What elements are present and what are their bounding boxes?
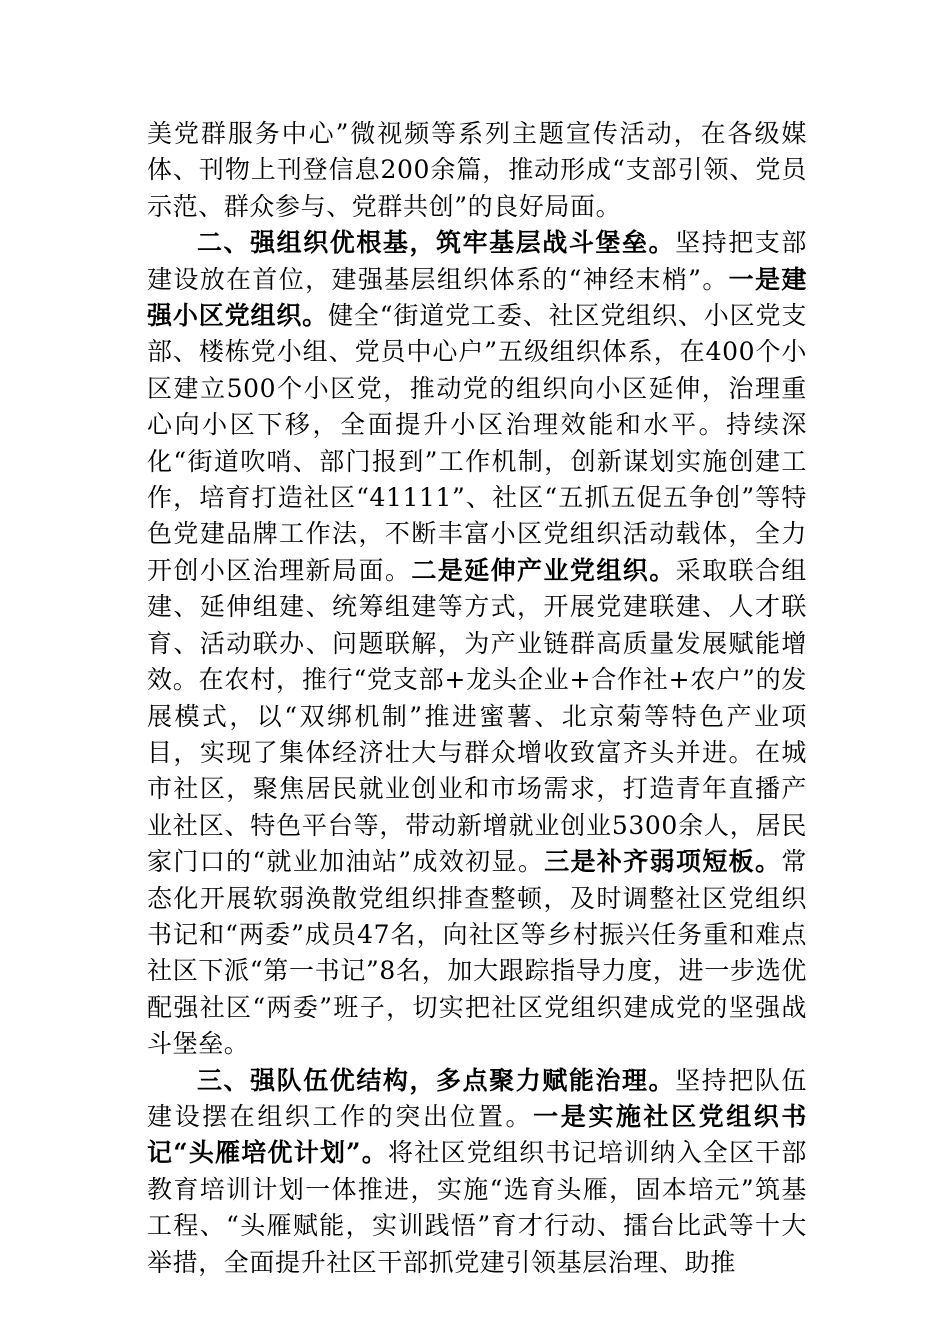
subheading-one: 一是实施社区党组织书记“头雁培优计划”。 [147,1101,807,1168]
text-run: 坚持把支部建设放在首位，建强基层组织体系的“神经末梢”。 [147,228,807,294]
section-heading-three: 三、强队伍优结构，多点聚力赋能治理。 [197,1065,676,1095]
text-run: 美党群服务中心”微视频等系列主题宣传活动，在各级媒体、刊物上刊登信息200余篇，推动形成“支部引领、党员示范、群众参与、党群共创”的良好局面。 [147,119,807,221]
paragraph-section-two [147,225,807,1062]
subheading-two: 二是延伸产业党组织。 [411,555,676,585]
paragraph-section-three [147,1063,807,1281]
section-heading-two: 二、强组织优根基，筑牢基层战斗堡垒。 [197,228,676,258]
subheading-three: 三是补齐弱项短板。 [544,847,782,877]
text-run: 采取联合组建、延伸组建、统筹组建等方式，开展党建联建、人才联育、活动联办、问题联解，为产业链群高质量发展赋能增效。在农村，推行“党支部+龙头企业+合作社+农户”的发展模式，以“双绑机制”推进蜜薯、北京菊等特色产业项目，实现了集体经济壮大与群众增收致富齐头并进。在城市社区，聚焦居民就业创业和市场需求，打造青年直播产业社区、特色平台等，带动新增就业创业5300余人，居民家门口的“就业加油站”成效初显。 [147,555,807,877]
subheading-one: 一是建强小区党组织。 [147,264,807,331]
text-run: 坚持把队伍建设摆在组织工作的突出位置。 [147,1065,807,1131]
body-text [147,116,807,1281]
text-run: 将社区党组织书记培训纳入全区干部教育培训计划一体推进，实施“选育头雁，固本培元”筑基工程、“头雁赋能，实训践悟”育才行动、擂台比武等十大举措，全面提升社区干部抓党建引领基层治理、助推 [147,1138,807,1277]
paragraph-publicity-summary [147,116,807,225]
text-run: 常态化开展软弱涣散党组织排查整顿，及时调整社区党组织书记和“两委”成员47名，向社区等乡村振兴任务重和难点社区下派“第一书记”8名，加大跟踪指导力度，进一步选优配强社区“两委”班子，切实把社区党组织建成党的坚强战斗堡垒。 [147,847,807,1059]
text-run: 健全“街道党工委、社区党组织、小区党支部、楼栋党小组、党员中心户”五级组织体系，在400个小区建立500个小区党，推动党的组织向小区延伸，治理重心向小区下移，全面提升小区治理效能和水平。持续深化“街道吹哨、部门报到”工作机制，创新谋划实施创建工作，培育打造社区“41111”、社区“五抓五促五争创”等特色党建品牌工作法，不断丰富小区党组织活动载体，全力开创小区治理新局面。 [147,301,808,585]
